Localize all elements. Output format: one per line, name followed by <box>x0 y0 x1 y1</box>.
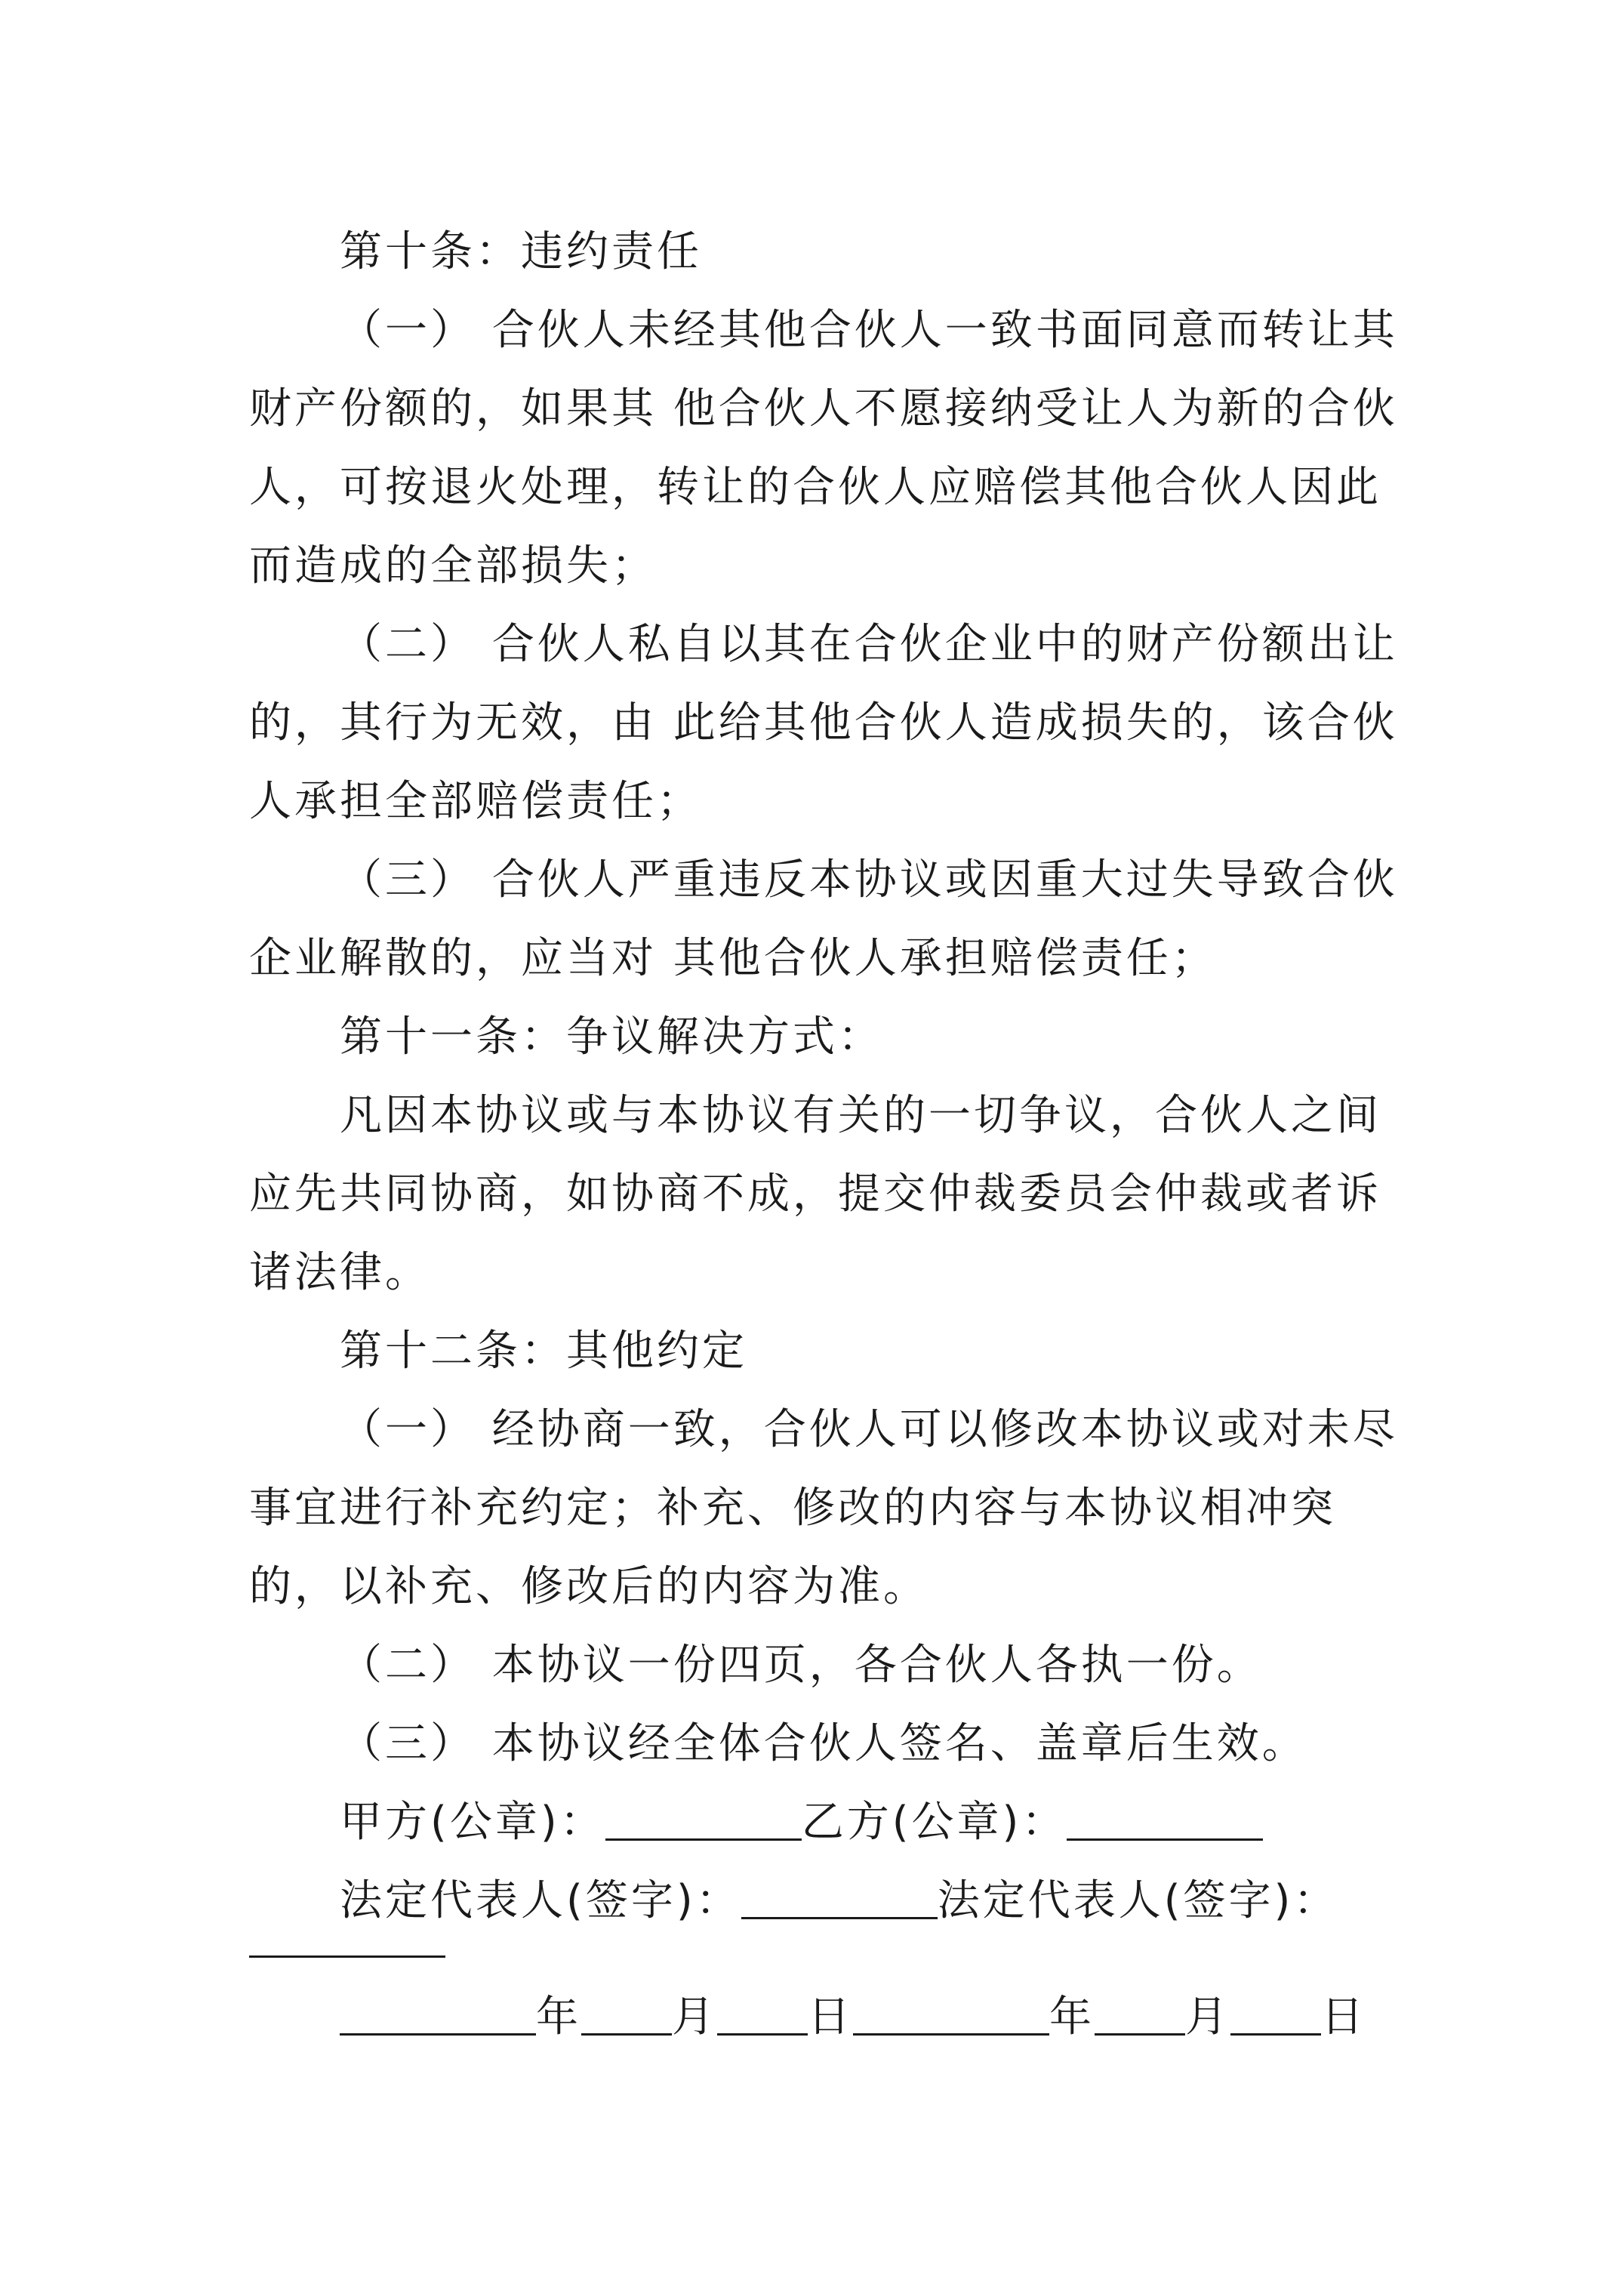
day-b-blank[interactable] <box>1230 1989 1321 2036</box>
article-10-item-2: （二） 合伙人私自以其在合伙企业中的财产份额出让的，其行为无效，由 此给其他合伙人造成损失的，该合伙人承担全部赔偿责任； <box>249 620 1398 826</box>
article-12-item-1: （一） 经协商一致，合伙人可以修改本协议或对未尽事宜进行补充约定；补充、修改的内容与本协议相冲突的，以补充、修改后的内容为准。 <box>249 1405 1398 1611</box>
day-a-blank[interactable] <box>717 1989 808 2036</box>
document-page <box>249 213 1423 1940</box>
article-10-item-1: （一） 合伙人未经其他合伙人一致书面同意而转让其财产份额的，如果其 他合伙人不愿接纳受让人为新的合伙人，可按退火处理，转让的合伙人应赔偿其他合伙人因此而造成的全部损失； <box>249 306 1398 590</box>
party-a-seal-blank[interactable] <box>605 1795 802 1841</box>
month-b-label: 月 <box>1185 1992 1230 2042</box>
article-11-title: 第十一条：争议解决方式： <box>340 1012 883 1062</box>
year-b-blank[interactable] <box>853 1989 1049 2036</box>
party-seal-line <box>249 1783 1423 1862</box>
party-b-seal-blank[interactable] <box>1067 1795 1263 1841</box>
article-12-item-2: （二） 本协议一份四页，各合伙人各执一份。 <box>340 1641 1262 1690</box>
article-12-item-3: （三） 本协议经全体合伙人签名、盖章后生效。 <box>340 1719 1307 1768</box>
year-a-blank[interactable] <box>340 1989 536 2036</box>
article-10-item-3: （三） 合伙人严重违反本协议或因重大过失导致合伙企业解散的，应当对 其他合伙人承担赔偿责任； <box>249 855 1398 983</box>
month-a-label: 月 <box>672 1992 717 2042</box>
year-a-label: 年 <box>536 1992 581 2042</box>
rep-b-label: 法定代表人(签字)： <box>937 1876 1339 1925</box>
day-b-label: 日 <box>1321 1992 1366 2042</box>
date-line <box>340 1978 1366 2057</box>
representative-line <box>249 1862 1423 1940</box>
year-b-label: 年 <box>1049 1992 1095 2042</box>
party-a-label: 甲方(公章)： <box>340 1798 605 1847</box>
rep-b-signature-blank[interactable] <box>249 1955 445 1958</box>
article-11-body: 凡因本协议或与本协议有关的一切争议，合伙人之间应先共同协商，如协商不成，提交仲裁委员会仲裁或者诉诸法律。 <box>249 1091 1381 1297</box>
party-b-label: 乙方(公章)： <box>801 1798 1067 1847</box>
day-a-label: 日 <box>808 1992 853 2042</box>
month-b-blank[interactable] <box>1095 1989 1185 2036</box>
rep-a-signature-blank[interactable] <box>741 1873 938 1919</box>
rep-a-label: 法定代表人(签字)： <box>340 1876 741 1925</box>
article-12-title: 第十二条：其他约定 <box>340 1327 747 1376</box>
month-a-blank[interactable] <box>581 1989 672 2036</box>
article-10-title: 第十条：违约责任 <box>340 227 702 276</box>
